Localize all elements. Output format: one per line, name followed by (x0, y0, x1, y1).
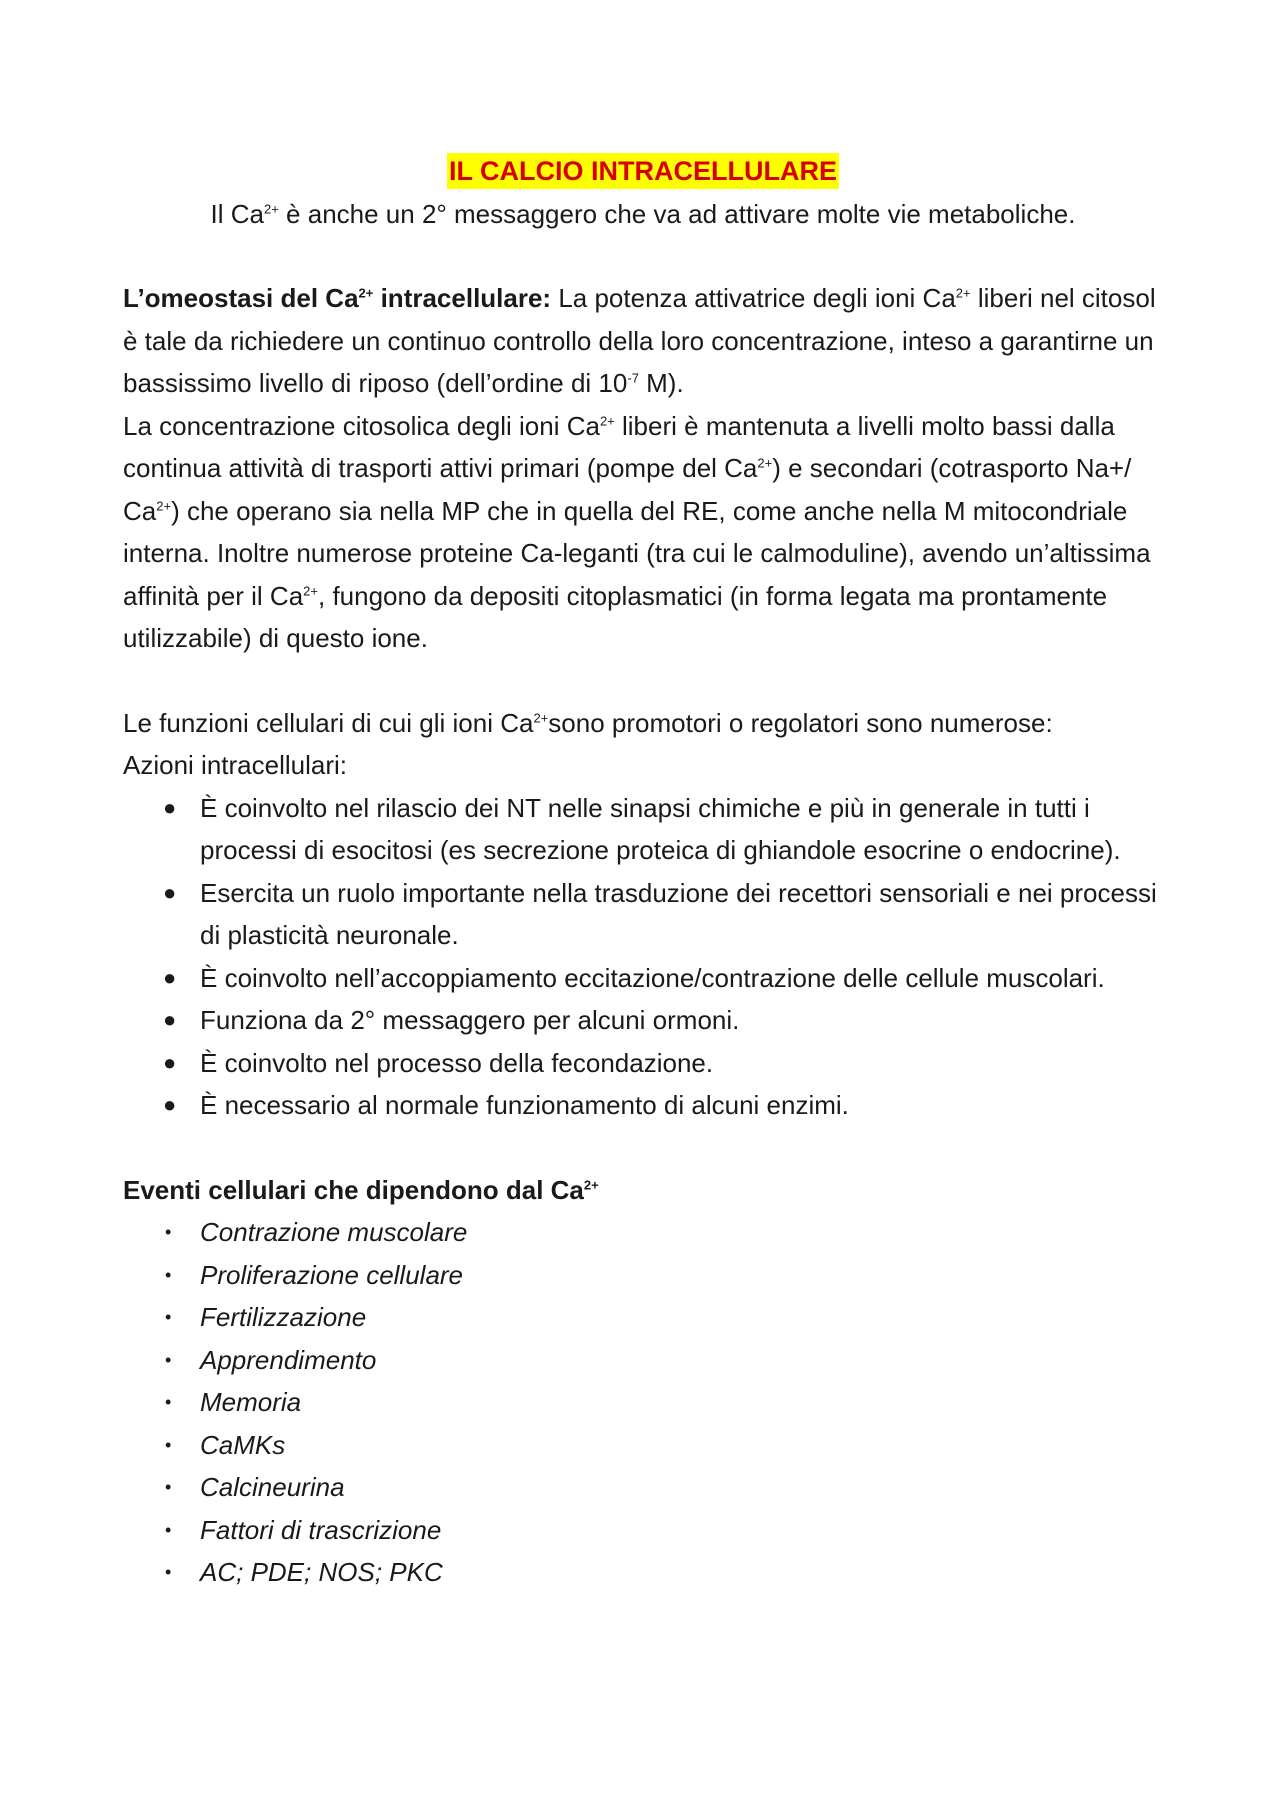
omeostasi-sup-1: 2+ (955, 285, 971, 301)
bullet-icon: • (165, 1434, 172, 1455)
omeostasi-text-2: liberi nel citosol è tale da richiedere un continuo controllo della loro concentrazione, inteso a garantirne un bassissimo livello di riposo (dell’ordine di 10 (123, 283, 1156, 398)
conc-sup-d: 2+ (303, 582, 318, 598)
list-item (123, 1211, 1163, 1254)
azioni-label: Azioni intracellulari: (123, 750, 347, 780)
bullet-icon: • (165, 1264, 172, 1285)
list-item-text: Contrazione muscolare (200, 1217, 468, 1247)
eventi-heading-sup: 2+ (583, 1176, 599, 1192)
conc-text-b: liberi è mantenuta a livelli molto bassi dalla continua attività di trasporti attivi primari (pompe del Ca (123, 410, 1115, 483)
funzioni-intro (123, 702, 1163, 745)
concentrazione-paragraph (123, 405, 1163, 660)
conc-text-a: La concentrazione citosolica degli ioni Ca (123, 410, 600, 441)
omeostasi-heading (123, 283, 551, 313)
eventi-heading (123, 1169, 1163, 1212)
subtitle-post: è anche un 2° messaggero che va ad attivare molte vie metaboliche. (278, 198, 1076, 229)
bullet-icon: ● (163, 964, 177, 990)
subtitle-sup: 2+ (264, 200, 279, 216)
list-item-text: È coinvolto nel rilascio dei NT nelle sinapsi chimiche e più in generale in tutti i processi di esocitosi (es secrezione proteica di ghiandole esocrine o endocrine). (200, 792, 1121, 865)
list-item (123, 1339, 1163, 1382)
list-item (123, 872, 1163, 957)
bullet-icon: • (165, 1307, 172, 1327)
conc-sup-a: 2+ (599, 412, 615, 428)
list-item-text: Esercita un ruolo importante nella trasduzione dei recettori sensoriali e nei processi di plasticità neuronale. (200, 877, 1157, 950)
list-item (123, 1551, 1163, 1594)
list-item (123, 1084, 1163, 1127)
list-item (123, 1254, 1163, 1297)
document-title: IL CALCIO INTRACELLULARE (447, 153, 839, 189)
omeostasi-sup-2: -7 (627, 370, 639, 386)
document-content (123, 150, 1163, 1594)
conc-sup-b: 2+ (757, 455, 773, 471)
omeostasi-heading-sup: 2+ (358, 285, 374, 301)
list-item-text: Fertilizzazione (200, 1302, 367, 1332)
conc-sup-c: 2+ (156, 497, 172, 513)
list-item (123, 1466, 1163, 1509)
list-item-text: Memoria (200, 1387, 302, 1417)
list-item-text: Funziona da 2° messaggero per alcuni ormoni. (200, 1005, 740, 1035)
bullet-icon: • (165, 1562, 172, 1582)
subtitle (123, 193, 1163, 236)
list-item-text: Fattori di trascrizione (200, 1514, 442, 1545)
list-item-text: È coinvolto nel processo della fecondazione. (200, 1047, 714, 1078)
spacer (123, 1127, 1163, 1169)
omeostasi-text-3: M). (638, 368, 684, 398)
bullet-icon: ● (163, 1092, 177, 1117)
bullet-icon: • (165, 1349, 172, 1370)
subtitle-pre: Il Ca (210, 198, 264, 229)
list-item (123, 1509, 1163, 1552)
omeostasi-text-1: La potenza attivatrice degli ioni Ca (551, 283, 956, 313)
list-item (123, 1296, 1163, 1339)
list-item (123, 999, 1163, 1042)
eventi-list (123, 1211, 1163, 1594)
omeostasi-paragraph (123, 277, 1163, 405)
conc-text-e: , fungono da depositi citoplasmatici (in forma legata ma prontamente utilizzabile) di questo ione. (123, 580, 1108, 653)
list-item-text: Proliferazione cellulare (200, 1259, 464, 1290)
bullet-icon: • (165, 1222, 172, 1242)
list-item (123, 1424, 1163, 1467)
bullet-icon: ● (163, 794, 177, 820)
list-item-text: Apprendimento (200, 1344, 377, 1375)
bullet-icon: • (165, 1392, 172, 1412)
spacer (123, 660, 1163, 702)
list-item-text: Calcineurina (200, 1472, 345, 1502)
list-item-text: AC; PDE; NOS; PKC (200, 1557, 443, 1587)
list-item (123, 787, 1163, 872)
bullet-icon: ● (163, 1007, 177, 1032)
list-item-text: È coinvolto nell’accoppiamento eccitazione/contrazione delle cellule muscolari. (200, 962, 1105, 993)
bullet-icon: ● (163, 879, 177, 905)
list-item-text: È necessario al normale funzionamento di alcuni enzimi. (200, 1090, 849, 1120)
spacer (123, 235, 1163, 277)
funzioni-intro-pre: Le funzioni cellulari di cui gli ioni Ca (123, 707, 534, 738)
list-item (123, 957, 1163, 1000)
bullet-icon: • (165, 1477, 172, 1497)
funzioni-intro-sup: 2+ (533, 709, 549, 725)
bullet-icon: ● (163, 1049, 177, 1075)
bullet-icon: • (165, 1519, 172, 1540)
eventi-heading-pre: Eventi cellulari che dipendono dal Ca (123, 1174, 584, 1205)
list-item (123, 1042, 1163, 1085)
conc-text-c: ) e secondari (cotrasporto Na+/ Ca (123, 453, 1132, 526)
list-item (123, 1381, 1163, 1424)
title-wrapper (123, 150, 1163, 193)
list-item-text: CaMKs (200, 1429, 286, 1460)
azioni-list (123, 787, 1163, 1127)
funzioni-intro-post: sono promotori o regolatori sono numerose: (548, 707, 1053, 738)
conc-text-d: ) che operano sia nella MP che in quella del RE, come anche nella M mitocondriale interna. Inoltre numerose proteine Ca-leganti (tra cui le calmoduline), avendo un’altissima affinità per il Ca (123, 495, 1151, 611)
omeostasi-heading-pre: L’omeostasi del Ca (123, 283, 359, 313)
omeostasi-heading-post: intracellulare: (373, 283, 552, 313)
